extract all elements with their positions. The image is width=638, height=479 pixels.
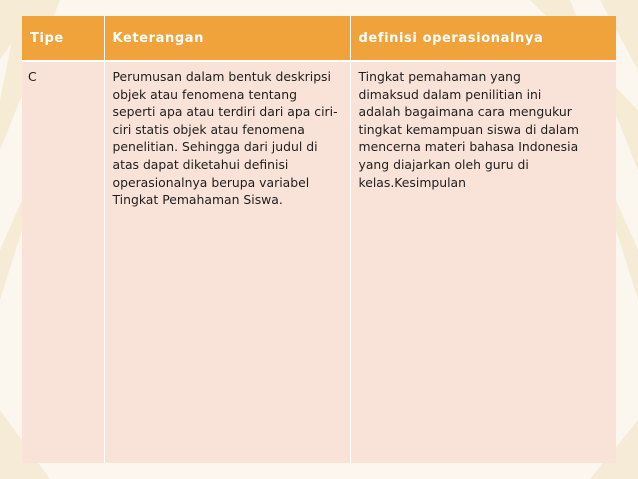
- keterangan-line: atas dapat diketahui definisi: [112, 156, 289, 172]
- keterangan-line: Tingkat Pemahaman Siswa.: [112, 192, 283, 208]
- definisi-line: dimaksud dalam penilitian ini: [358, 86, 542, 102]
- keterangan-line: ciri statis objek atau fenomena: [112, 121, 305, 137]
- header-keterangan: Keterangan: [104, 16, 350, 61]
- keterangan-line: seperti apa atau terdiri dari apa ciri-: [112, 104, 338, 120]
- keterangan-line: objek atau fenomena tentang: [112, 86, 297, 102]
- definisi-line: mencerna materi bahasa Indonesia: [358, 139, 579, 155]
- tipe-value: C: [28, 69, 37, 84]
- table-row: [22, 61, 616, 463]
- keterangan-line: operasionalnya berupa variabel: [112, 174, 310, 190]
- keterangan-line: penelitian. Sehingga dari judul di: [112, 139, 318, 155]
- cell-definisi-operasional: [350, 61, 616, 463]
- definisi-line: Tingkat pemahaman yang: [358, 69, 521, 84]
- definisi-line: adalah bagaimana cara mengukur: [358, 104, 572, 120]
- cell-tipe: [22, 61, 104, 463]
- definition-table: [22, 16, 616, 463]
- table-header-row: [22, 16, 616, 61]
- cell-keterangan: [104, 61, 350, 463]
- definisi-line: kelas.Kesimpulan: [358, 174, 466, 190]
- definisi-line: tingkat kemampuan siswa di dalam: [358, 121, 579, 137]
- definisi-line: yang diajarkan oleh guru di: [358, 156, 529, 172]
- header-tipe: Tipe: [22, 16, 104, 61]
- keterangan-line: Perumusan dalam bentuk deskripsi: [112, 69, 331, 84]
- header-definisi-operasional: definisi operasionalnya: [350, 16, 616, 61]
